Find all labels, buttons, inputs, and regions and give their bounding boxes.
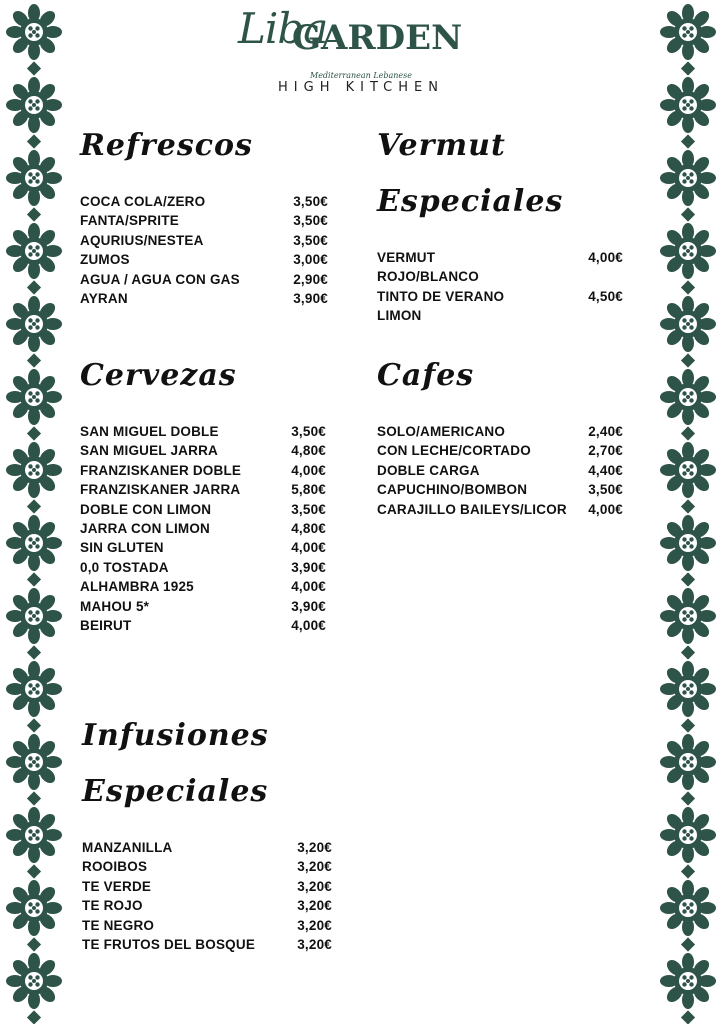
- menu-item: [80, 616, 326, 635]
- item-price: 3,20€: [297, 898, 332, 914]
- menu-item: [82, 877, 332, 896]
- item-name: SAN MIGUEL DOBLE: [80, 424, 219, 439]
- item-name: MANZANILLA: [82, 840, 173, 855]
- right-ornament-pattern: [652, 0, 722, 1024]
- item-name: CON LECHE/CORTADO: [377, 443, 531, 459]
- logo-script: Liba: [238, 4, 328, 53]
- menu-item: [377, 500, 623, 519]
- ornament-diamond: [27, 134, 41, 148]
- menu-item: [80, 500, 326, 519]
- ornament-medallion: [6, 807, 62, 863]
- menu-item: [80, 289, 328, 308]
- menu-item: [377, 248, 623, 267]
- ornament-medallion: [6, 734, 62, 790]
- menu-item: [80, 270, 328, 289]
- item-name: ALHAMBRA 1925: [80, 579, 194, 595]
- item-price: 3,20€: [297, 878, 332, 894]
- menu-header: [0, 0, 722, 100]
- item-price: 3,50€: [293, 232, 328, 248]
- ornament-medallion: [660, 880, 716, 936]
- section-title: Cafes: [377, 358, 475, 393]
- item-name: AQURIUS/NESTEA: [80, 232, 204, 248]
- brand-tagline: Mediterranean Lebanese: [310, 71, 412, 80]
- ornament-medallion: [660, 661, 716, 717]
- ornament-diamond: [27, 207, 41, 221]
- item-name: FANTA/SPRITE: [80, 213, 179, 229]
- ornament-diamond: [27, 864, 41, 878]
- menu-item: [80, 422, 326, 441]
- section-title: Vermut Especiales: [377, 128, 564, 219]
- item-price: 4,00€: [588, 501, 623, 517]
- item-price: 4,80€: [291, 443, 326, 459]
- item-price: 3,50€: [588, 482, 623, 498]
- item-price: 5,80€: [291, 482, 326, 498]
- menu-item: [80, 211, 328, 230]
- item-price: 3,50€: [291, 501, 326, 517]
- ornament-diamond: [27, 280, 41, 294]
- ornament-medallion: [6, 369, 62, 425]
- ornament-medallion: [660, 588, 716, 644]
- left-ornament-border: [0, 0, 70, 1024]
- item-name: CARAJILLO BAILEYS/LICOR: [377, 501, 567, 517]
- menu-item: [377, 306, 623, 325]
- section-title: Refrescos: [80, 128, 253, 163]
- menu-item: [80, 480, 326, 499]
- ornament-medallion: [660, 369, 716, 425]
- menu-item: [377, 461, 623, 480]
- menu-item: [82, 838, 332, 857]
- item-name: TE FRUTOS DEL BOSQUE: [82, 936, 256, 952]
- ornament-diamond: [27, 1010, 41, 1024]
- ornament-diamond: [681, 426, 695, 440]
- item-price: 3,20€: [297, 936, 332, 952]
- ornament-medallion: [6, 953, 62, 1009]
- item-price: 3,50€: [293, 194, 328, 209]
- item-price: 4,00€: [291, 579, 326, 595]
- item-price: 4,00€: [291, 617, 326, 633]
- item-price: 3,90€: [291, 559, 326, 575]
- menu-item: [377, 422, 623, 441]
- section-vermut-especiales: [377, 118, 623, 326]
- section-infusiones-especiales: [82, 708, 332, 954]
- ornament-medallion: [6, 515, 62, 571]
- brand-logo: [232, 4, 492, 64]
- item-price: 3,00€: [293, 252, 328, 268]
- item-list: [377, 248, 623, 326]
- item-price: 2,70€: [588, 443, 623, 459]
- item-name: COCA COLA/ZERO: [80, 194, 206, 209]
- item-name: DOBLE CARGA: [377, 462, 480, 478]
- menu-item: [80, 441, 326, 460]
- section-title: Cervezas: [80, 358, 237, 393]
- menu-item: [80, 577, 326, 596]
- ornament-medallion: [6, 880, 62, 936]
- logo-word: GARDEN: [292, 18, 463, 58]
- item-name: ZUMOS: [80, 252, 130, 268]
- ornament-medallion: [660, 442, 716, 498]
- section-title: Infusiones Especiales: [82, 718, 269, 809]
- menu-item: [82, 896, 332, 915]
- item-price: 4,00€: [291, 462, 326, 478]
- item-name: VERMUT: [377, 250, 436, 265]
- ornament-diamond: [681, 280, 695, 294]
- section-cafes: [377, 348, 623, 519]
- item-price: 2,40€: [588, 424, 623, 439]
- item-price: 3,50€: [293, 213, 328, 229]
- ornament-medallion: [6, 223, 62, 279]
- ornament-diamond: [27, 937, 41, 951]
- item-price: 4,40€: [588, 462, 623, 478]
- item-name: JARRA CON LIMON: [80, 520, 210, 536]
- ornament-diamond: [681, 499, 695, 513]
- menu-item: [82, 857, 332, 876]
- item-name: FRANZISKANER DOBLE: [80, 462, 242, 478]
- item-list: [80, 422, 326, 635]
- item-name: LIMON: [377, 308, 422, 324]
- ornament-medallion: [6, 588, 62, 644]
- ornament-diamond: [27, 718, 41, 732]
- item-price: 3,20€: [297, 859, 332, 875]
- item-name: TE ROJO: [82, 898, 143, 914]
- item-name: TE NEGRO: [82, 917, 155, 933]
- menu-item: [80, 558, 326, 577]
- menu-item: [377, 441, 623, 460]
- brand-subtitle: HIGH KITCHEN: [278, 80, 444, 95]
- item-name: ROOIBOS: [82, 859, 148, 875]
- item-price: 3,90€: [291, 598, 326, 614]
- ornament-diamond: [681, 134, 695, 148]
- ornament-diamond: [681, 572, 695, 586]
- item-price: 3,90€: [293, 290, 328, 306]
- ornament-medallion: [6, 442, 62, 498]
- ornament-medallion: [660, 734, 716, 790]
- ornament-medallion: [660, 807, 716, 863]
- item-list: [377, 422, 623, 519]
- item-price: 4,50€: [588, 288, 623, 304]
- item-name: CAPUCHINO/BOMBON: [377, 482, 528, 498]
- ornament-diamond: [27, 791, 41, 805]
- ornament-medallion: [660, 953, 716, 1009]
- item-name: FRANZISKANER JARRA: [80, 482, 241, 498]
- ornament-medallion: [660, 515, 716, 571]
- ornament-medallion: [660, 150, 716, 206]
- item-price: 4,80€: [291, 520, 326, 536]
- menu-item: [80, 461, 326, 480]
- ornament-medallion: [660, 223, 716, 279]
- item-name: TINTO DE VERANO: [377, 288, 505, 304]
- ornament-medallion: [6, 296, 62, 352]
- item-price: 3,20€: [297, 917, 332, 933]
- ornament-diamond: [681, 937, 695, 951]
- menu-item: [80, 597, 326, 616]
- menu-item: [377, 480, 623, 499]
- item-list: [82, 838, 332, 954]
- menu-item: [377, 287, 623, 306]
- item-name: 0,0 TOSTADA: [80, 559, 169, 575]
- ornament-diamond: [681, 353, 695, 367]
- menu-item: [80, 192, 328, 211]
- menu-item: [377, 267, 623, 286]
- item-name: BEIRUT: [80, 617, 132, 633]
- ornament-diamond: [681, 207, 695, 221]
- item-price: 3,20€: [297, 840, 332, 855]
- item-name: SIN GLUTEN: [80, 540, 164, 556]
- item-name: SAN MIGUEL JARRA: [80, 443, 218, 459]
- left-ornament-pattern: [0, 0, 70, 1024]
- ornament-diamond: [27, 353, 41, 367]
- item-name: AGUA / AGUA CON GAS: [80, 271, 240, 287]
- ornament-diamond: [681, 1010, 695, 1024]
- section-refrescos: [80, 118, 328, 308]
- item-price: 4,00€: [588, 250, 623, 265]
- right-ornament-border: [652, 0, 722, 1024]
- item-name: ROJO/BLANCO: [377, 269, 479, 285]
- item-name: AYRAN: [80, 290, 128, 306]
- ornament-diamond: [681, 791, 695, 805]
- item-price: 4,00€: [291, 540, 326, 556]
- item-list: [80, 192, 328, 308]
- ornament-diamond: [681, 864, 695, 878]
- ornament-diamond: [27, 645, 41, 659]
- ornament-diamond: [681, 718, 695, 732]
- item-name: SOLO/AMERICANO: [377, 424, 506, 439]
- menu-item: [80, 538, 326, 557]
- ornament-diamond: [681, 645, 695, 659]
- ornament-medallion: [6, 150, 62, 206]
- menu-item: [80, 231, 328, 250]
- menu-item: [82, 916, 332, 935]
- item-price: 2,90€: [293, 271, 328, 287]
- menu-item: [80, 250, 328, 269]
- ornament-diamond: [27, 426, 41, 440]
- item-name: MAHOU 5*: [80, 598, 150, 614]
- menu-item: [82, 935, 332, 954]
- menu-item: [80, 519, 326, 538]
- ornament-diamond: [27, 499, 41, 513]
- section-cervezas: [80, 348, 326, 635]
- item-name: TE VERDE: [82, 878, 152, 894]
- item-price: 3,50€: [291, 424, 326, 439]
- item-name: DOBLE CON LIMON: [80, 501, 212, 517]
- ornament-diamond: [27, 572, 41, 586]
- ornament-medallion: [6, 661, 62, 717]
- ornament-medallion: [660, 296, 716, 352]
